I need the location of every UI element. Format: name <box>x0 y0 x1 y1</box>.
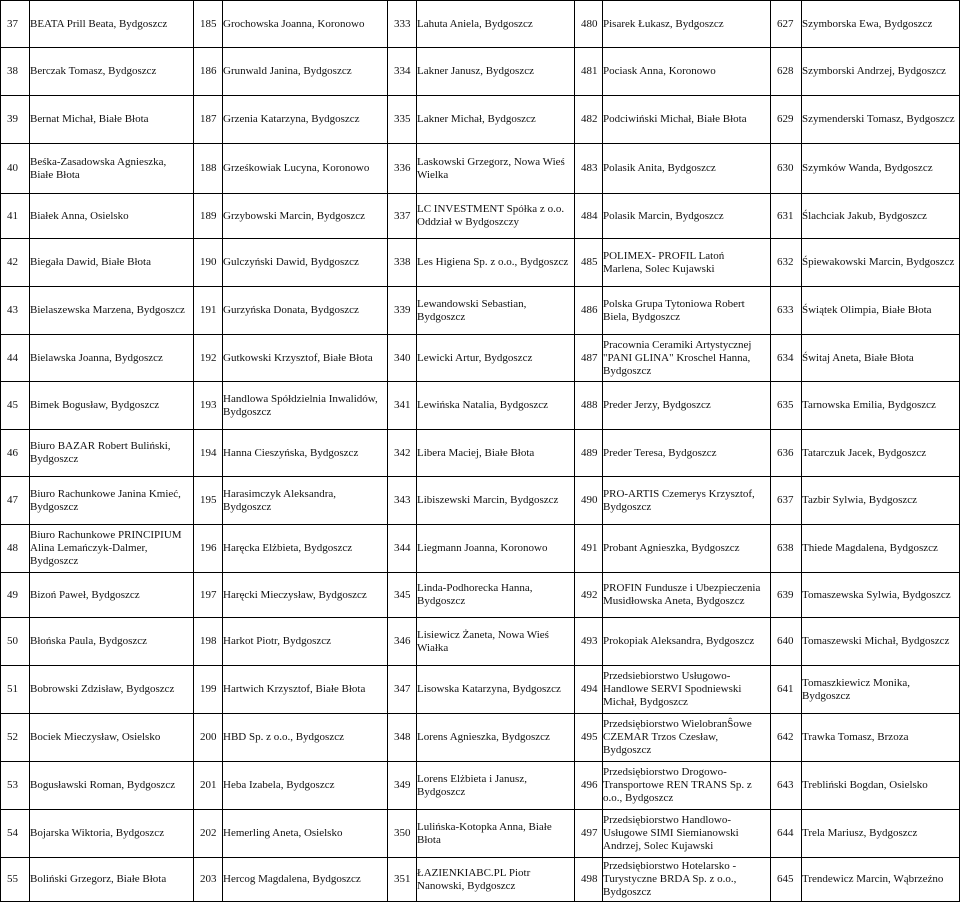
entry-name: Lewińska Natalia, Bydgoszcz <box>417 382 575 430</box>
entry-name: Lorens Agnieszka, Bydgoszcz <box>417 714 575 762</box>
entry-number: 628 <box>771 48 802 96</box>
table-row <box>1 430 960 477</box>
entry-name: Pisarek Łukasz, Bydgoszcz <box>603 1 771 48</box>
entry-name: Pracownia Ceramiki Artystycznej "PANI GLINA" Kroschel Hanna, Bydgoszcz <box>603 335 771 382</box>
entry-name: HBD Sp. z o.o., Bydgoszcz <box>223 714 388 762</box>
entry-number: 639 <box>771 573 802 618</box>
entry-name: Thiede Magdalena, Bydgoszcz <box>802 525 960 573</box>
entry-number: 333 <box>388 1 417 48</box>
entry-number: 350 <box>388 810 417 858</box>
entry-number: 40 <box>1 144 30 194</box>
entry-number: 47 <box>1 477 30 525</box>
table-row <box>1 96 960 144</box>
entry-name: Trela Mariusz, Bydgoszcz <box>802 810 960 858</box>
entry-number: 351 <box>388 858 417 902</box>
entry-name: Prokopiak Aleksandra, Bydgoszcz <box>603 618 771 666</box>
entry-number: 187 <box>194 96 223 144</box>
entry-number: 51 <box>1 666 30 714</box>
entry-name: Bociek Mieczysław, Osielsko <box>30 714 194 762</box>
entry-name: Gulczyński Dawid, Bydgoszcz <box>223 239 388 287</box>
entry-number: 55 <box>1 858 30 902</box>
entry-number: 53 <box>1 762 30 810</box>
entry-number: 342 <box>388 430 417 477</box>
entry-number: 645 <box>771 858 802 902</box>
entry-number: 484 <box>575 194 603 239</box>
entry-number: 489 <box>575 430 603 477</box>
entry-number: 497 <box>575 810 603 858</box>
entry-number: 636 <box>771 430 802 477</box>
entry-name: Lakner Janusz, Bydgoszcz <box>417 48 575 96</box>
entry-number: 41 <box>1 194 30 239</box>
table-row <box>1 144 960 194</box>
entry-number: 495 <box>575 714 603 762</box>
entry-name: Grochowska Joanna, Koronowo <box>223 1 388 48</box>
table-row <box>1 335 960 382</box>
entry-number: 46 <box>1 430 30 477</box>
entry-name: Probant Agnieszka, Bydgoszcz <box>603 525 771 573</box>
entry-name: Szymborska Ewa, Bydgoszcz <box>802 1 960 48</box>
entry-number: 630 <box>771 144 802 194</box>
entry-number: 496 <box>575 762 603 810</box>
entry-name: Świątek Olimpia, Białe Błota <box>802 287 960 335</box>
entry-name: Hartwich Krzysztof, Białe Błota <box>223 666 388 714</box>
entry-name: Przedsiębiorstwo Handlowo-Usługowe SIMI Siemianowski Andrzej, Solec Kujawski <box>603 810 771 858</box>
entry-name: Libiszewski Marcin, Bydgoszcz <box>417 477 575 525</box>
entry-name: Bielawska Joanna, Bydgoszcz <box>30 335 194 382</box>
entry-number: 42 <box>1 239 30 287</box>
entry-name: Błońska Paula, Bydgoszcz <box>30 618 194 666</box>
entry-name: Hanna Cieszyńska, Bydgoszcz <box>223 430 388 477</box>
entry-name: Lisiewicz Żaneta, Nowa Wieś Wiałka <box>417 618 575 666</box>
entry-number: 642 <box>771 714 802 762</box>
entry-number: 498 <box>575 858 603 902</box>
entry-name: Gurzyńska Donata, Bydgoszcz <box>223 287 388 335</box>
entry-number: 54 <box>1 810 30 858</box>
entry-number: 190 <box>194 239 223 287</box>
entry-number: 203 <box>194 858 223 902</box>
entry-name: Laskowski Grzegorz, Nowa Wieś Wielka <box>417 144 575 194</box>
entry-number: 193 <box>194 382 223 430</box>
entry-name: Berczak Tomasz, Bydgoszcz <box>30 48 194 96</box>
entry-name: BEATA Prill Beata, Bydgoszcz <box>30 1 194 48</box>
entry-name: Trendewicz Marcin, Wąbrzeźno <box>802 858 960 902</box>
entry-name: Lisowska Katarzyna, Bydgoszcz <box>417 666 575 714</box>
entry-number: 48 <box>1 525 30 573</box>
entry-number: 491 <box>575 525 603 573</box>
entry-number: 485 <box>575 239 603 287</box>
entry-name: Lewandowski Sebastian, Bydgoszcz <box>417 287 575 335</box>
entry-name: Bobrowski Zdzisław, Bydgoszcz <box>30 666 194 714</box>
entry-number: 347 <box>388 666 417 714</box>
entry-name: Biuro Rachunkowe Janina Kmieć, Bydgoszcz <box>30 477 194 525</box>
entry-number: 338 <box>388 239 417 287</box>
entry-name: Preder Teresa, Bydgoszcz <box>603 430 771 477</box>
entry-name: ŁAZIENKIABC.PL Piotr Nanowski, Bydgoszcz <box>417 858 575 902</box>
entry-name: Przedsiębiorstwo Hotelarsko - Turystyczne BRDA Sp. z o.o., Bydgoszcz <box>603 858 771 902</box>
entry-number: 493 <box>575 618 603 666</box>
entry-number: 627 <box>771 1 802 48</box>
entry-number: 346 <box>388 618 417 666</box>
entry-number: 202 <box>194 810 223 858</box>
entry-number: 191 <box>194 287 223 335</box>
table-row <box>1 810 960 858</box>
entry-name: Biuro BAZAR Robert Buliński, Bydgoszcz <box>30 430 194 477</box>
entry-name: Trebliński Bogdan, Osielsko <box>802 762 960 810</box>
entry-number: 644 <box>771 810 802 858</box>
entry-number: 632 <box>771 239 802 287</box>
entry-name: Bogusławski Roman, Bydgoszcz <box>30 762 194 810</box>
entry-name: Trawka Tomasz, Brzoza <box>802 714 960 762</box>
entry-name: POLIMEX- PROFIL Latoń Marlena, Solec Kujawski <box>603 239 771 287</box>
entry-name: PROFIN Fundusze i Ubezpieczenia Musidłowska Aneta, Bydgoszcz <box>603 573 771 618</box>
entry-name: Bimek Bogusław, Bydgoszcz <box>30 382 194 430</box>
entry-name: Harkot Piotr, Bydgoszcz <box>223 618 388 666</box>
entry-number: 49 <box>1 573 30 618</box>
table-row <box>1 48 960 96</box>
entry-number: 340 <box>388 335 417 382</box>
entry-name: Hemerling Aneta, Osielsko <box>223 810 388 858</box>
entry-name: Szymków Wanda, Bydgoszcz <box>802 144 960 194</box>
entry-name: Lorens Elżbieta i Janusz, Bydgoszcz <box>417 762 575 810</box>
entry-number: 344 <box>388 525 417 573</box>
entry-number: 186 <box>194 48 223 96</box>
entry-number: 487 <box>575 335 603 382</box>
table-row <box>1 239 960 287</box>
entry-number: 481 <box>575 48 603 96</box>
entry-number: 339 <box>388 287 417 335</box>
entry-name: Tomaszewski Michał, Bydgoszcz <box>802 618 960 666</box>
entry-name: Bielaszewska Marzena, Bydgoszcz <box>30 287 194 335</box>
entry-name: Linda-Podhorecka Hanna, Bydgoszcz <box>417 573 575 618</box>
entry-number: 334 <box>388 48 417 96</box>
entry-name: Polasik Anita, Bydgoszcz <box>603 144 771 194</box>
entry-name: Polasik Marcin, Bydgoszcz <box>603 194 771 239</box>
entry-name: Beśka-Zasadowska Agnieszka, Białe Błota <box>30 144 194 194</box>
entry-name: LC INVESTMENT Spółka z o.o. Oddział w Bydgoszczy <box>417 194 575 239</box>
entry-number: 195 <box>194 477 223 525</box>
entry-number: 482 <box>575 96 603 144</box>
entry-name: Boliński Grzegorz, Białe Błota <box>30 858 194 902</box>
entry-name: Hercog Magdalena, Bydgoszcz <box>223 858 388 902</box>
entry-number: 189 <box>194 194 223 239</box>
entry-number: 637 <box>771 477 802 525</box>
entry-number: 480 <box>575 1 603 48</box>
entry-number: 345 <box>388 573 417 618</box>
entry-number: 43 <box>1 287 30 335</box>
entry-number: 335 <box>388 96 417 144</box>
entry-name: Tarnowska Emilia, Bydgoszcz <box>802 382 960 430</box>
entry-number: 490 <box>575 477 603 525</box>
entry-number: 185 <box>194 1 223 48</box>
entry-name: Podciwiński Michał, Białe Błota <box>603 96 771 144</box>
entry-number: 37 <box>1 1 30 48</box>
entry-number: 631 <box>771 194 802 239</box>
table-row <box>1 618 960 666</box>
entry-name: Harasimczyk Aleksandra, Bydgoszcz <box>223 477 388 525</box>
table-row <box>1 762 960 810</box>
table-row <box>1 714 960 762</box>
entry-name: Lewicki Artur, Bydgoszcz <box>417 335 575 382</box>
entry-number: 643 <box>771 762 802 810</box>
entry-number: 188 <box>194 144 223 194</box>
entry-number: 200 <box>194 714 223 762</box>
entry-name: Śpiewakowski Marcin, Bydgoszcz <box>802 239 960 287</box>
entry-name: PRO-ARTIS Czemerys Krzysztof, Bydgoszcz <box>603 477 771 525</box>
table-row <box>1 194 960 239</box>
entry-name: Grzenia Katarzyna, Bydgoszcz <box>223 96 388 144</box>
table-row <box>1 287 960 335</box>
entry-name: Liegmann Joanna, Koronowo <box>417 525 575 573</box>
entry-number: 641 <box>771 666 802 714</box>
table-row <box>1 382 960 430</box>
entry-number: 194 <box>194 430 223 477</box>
entry-number: 629 <box>771 96 802 144</box>
entry-name: Białek Anna, Osielsko <box>30 194 194 239</box>
entry-number: 492 <box>575 573 603 618</box>
entry-name: Przedsiebiorstwo Usługowo-Handlowe SERVI Spodniewski Michał, Bydgoszcz <box>603 666 771 714</box>
entry-number: 337 <box>388 194 417 239</box>
entry-name: Haręcka Elżbieta, Bydgoszcz <box>223 525 388 573</box>
entry-name: Grześkowiak Lucyna, Koronowo <box>223 144 388 194</box>
entry-name: Świtaj Aneta, Białe Błota <box>802 335 960 382</box>
entry-number: 199 <box>194 666 223 714</box>
entry-name: Przedsiębiorstwo WielobranŜowe CZEMAR Trzos Czesław, Bydgoszcz <box>603 714 771 762</box>
entry-name: Les Higiena Sp. z o.o., Bydgoszcz <box>417 239 575 287</box>
entry-number: 201 <box>194 762 223 810</box>
entry-name: Bojarska Wiktoria, Bydgoszcz <box>30 810 194 858</box>
entry-number: 488 <box>575 382 603 430</box>
entry-name: Tomaszkiewicz Monika, Bydgoszcz <box>802 666 960 714</box>
entry-name: Grzybowski Marcin, Bydgoszcz <box>223 194 388 239</box>
entry-number: 39 <box>1 96 30 144</box>
table-row <box>1 525 960 573</box>
entry-name: Tatarczuk Jacek, Bydgoszcz <box>802 430 960 477</box>
entry-name: Biuro Rachunkowe PRINCIPIUM Alina Lemańczyk-Dalmer, Bydgoszcz <box>30 525 194 573</box>
entry-number: 38 <box>1 48 30 96</box>
entry-number: 341 <box>388 382 417 430</box>
entry-name: Tazbir Sylwia, Bydgoszcz <box>802 477 960 525</box>
table-row <box>1 477 960 525</box>
entry-number: 336 <box>388 144 417 194</box>
entry-name: Ślachciak Jakub, Bydgoszcz <box>802 194 960 239</box>
table-row <box>1 666 960 714</box>
entry-name: Handlowa Spółdzielnia Inwalidów, Bydgoszcz <box>223 382 388 430</box>
entry-name: Szymborski Andrzej, Bydgoszcz <box>802 48 960 96</box>
entry-name: Bernat Michał, Białe Błota <box>30 96 194 144</box>
table-row <box>1 1 960 48</box>
entry-number: 634 <box>771 335 802 382</box>
entry-number: 50 <box>1 618 30 666</box>
entry-name: Szymenderski Tomasz, Bydgoszcz <box>802 96 960 144</box>
entry-number: 197 <box>194 573 223 618</box>
entry-number: 44 <box>1 335 30 382</box>
entry-name: Lulińska-Kotopka Anna, Białe Błota <box>417 810 575 858</box>
entry-number: 635 <box>771 382 802 430</box>
entry-number: 483 <box>575 144 603 194</box>
entry-name: Polska Grupa Tytoniowa Robert Biela, Bydgoszcz <box>603 287 771 335</box>
table-row <box>1 858 960 902</box>
entry-name: Biegała Dawid, Białe Błota <box>30 239 194 287</box>
entry-name: Grunwald Janina, Bydgoszcz <box>223 48 388 96</box>
table-row <box>1 573 960 618</box>
entry-name: Preder Jerzy, Bydgoszcz <box>603 382 771 430</box>
entry-number: 52 <box>1 714 30 762</box>
entry-number: 45 <box>1 382 30 430</box>
entry-name: Haręcki Mieczysław, Bydgoszcz <box>223 573 388 618</box>
entry-number: 192 <box>194 335 223 382</box>
entry-number: 196 <box>194 525 223 573</box>
entry-number: 486 <box>575 287 603 335</box>
entry-number: 638 <box>771 525 802 573</box>
entry-name: Lakner Michał, Bydgoszcz <box>417 96 575 144</box>
entry-number: 494 <box>575 666 603 714</box>
entry-number: 348 <box>388 714 417 762</box>
entry-name: Libera Maciej, Białe Błota <box>417 430 575 477</box>
entry-number: 198 <box>194 618 223 666</box>
entry-name: Pociask Anna, Koronowo <box>603 48 771 96</box>
entry-name: Lahuta Aniela, Bydgoszcz <box>417 1 575 48</box>
directory-table-body <box>1 1 960 902</box>
entry-name: Przedsiębiorstwo Drogowo-Transportowe REN TRANS Sp. z o.o., Bydgoszcz <box>603 762 771 810</box>
entry-number: 349 <box>388 762 417 810</box>
entry-name: Tomaszewska Sylwia, Bydgoszcz <box>802 573 960 618</box>
entry-number: 633 <box>771 287 802 335</box>
entry-name: Heba Izabela, Bydgoszcz <box>223 762 388 810</box>
entry-name: Bizoń Paweł, Bydgoszcz <box>30 573 194 618</box>
entry-number: 343 <box>388 477 417 525</box>
entry-number: 640 <box>771 618 802 666</box>
entry-name: Gutkowski Krzysztof, Białe Błota <box>223 335 388 382</box>
